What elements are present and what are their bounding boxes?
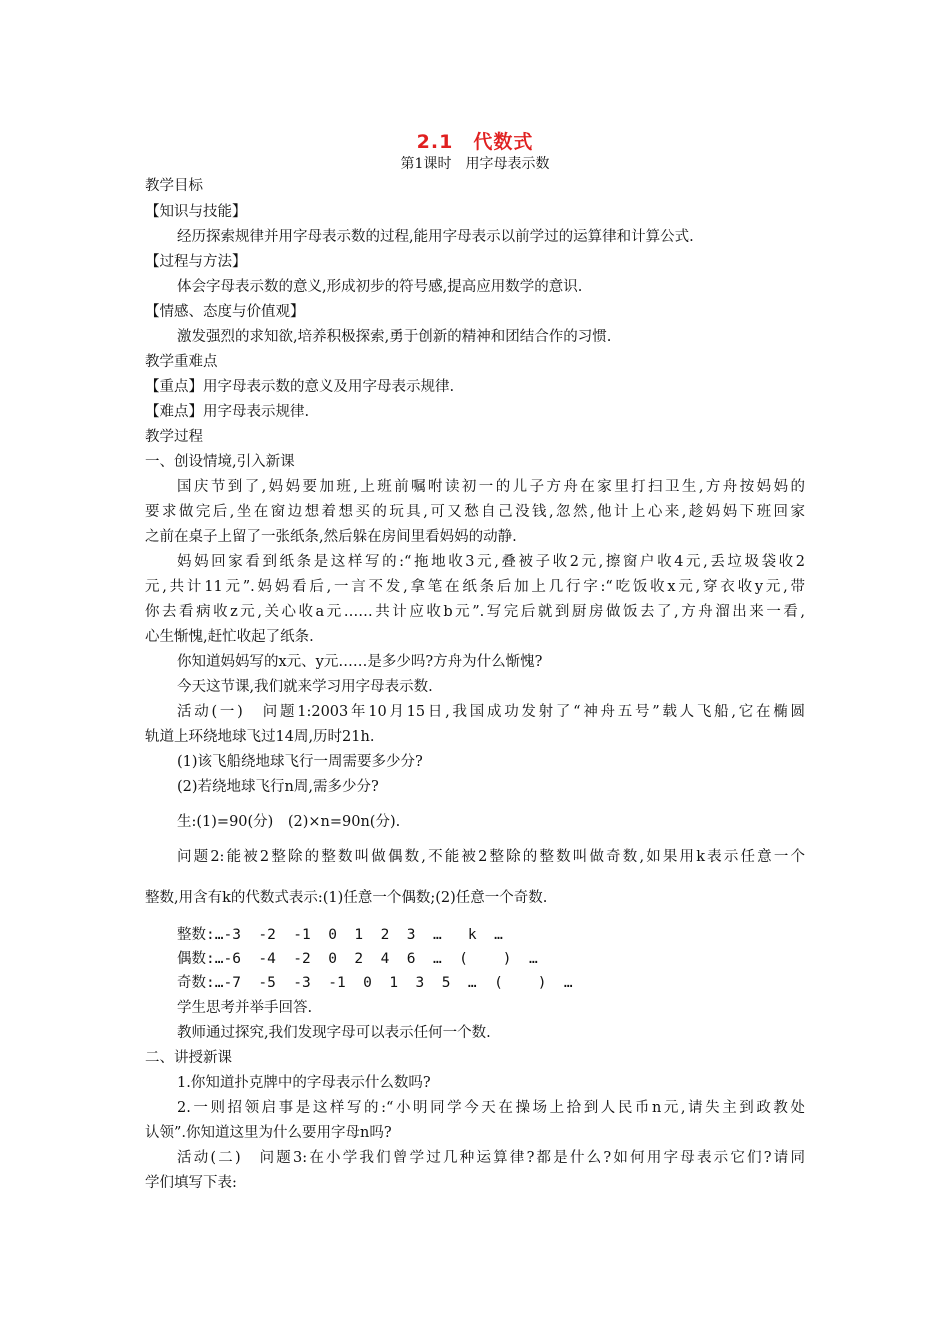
paragraph-line: 2.一则招领启事是这样写的:“小明同学今天在操场上拾到人民币n元,请失主到政教处 xyxy=(177,1100,805,1116)
paragraph-line: 之前在桌子上留了一张纸条,然后躲在房间里看妈妈的动静. xyxy=(145,529,517,545)
paragraph-line: 问题2:能被2整除的整数叫做偶数,不能被2整除的整数叫做奇数,如果用k表示任意一个 xyxy=(177,849,805,865)
page-title: 2.1 代数式 xyxy=(416,131,534,153)
paragraph-line: 经历探索规律并用字母表示数的过程,能用字母表示以前学过的运算律和计算公式. xyxy=(177,229,694,245)
paragraph-line: 学生思考并举手回答. xyxy=(177,1000,313,1016)
paragraph-line: 国庆节到了,妈妈要加班,上班前嘱咐读初一的儿子方舟在家里打扫卫生,方舟按妈妈的 xyxy=(177,479,805,495)
paragraph-line: 1.你知道扑克牌中的字母表示什么数吗? xyxy=(177,1075,431,1091)
odd-row: 奇数:…-7 -5 -3 -1 0 1 3 5 … ( ) … xyxy=(177,975,573,991)
paragraph-line: 活动(二) 问题3:在小学我们曾学过几种运算律?都是什么?如何用字母表示它们?请同 xyxy=(177,1150,805,1166)
paragraph-line: 要求做完后,坐在窗边想着想买的玩具,可又愁自己没钱,忽然,他计上心来,趁妈妈下班回家 xyxy=(145,504,805,520)
section-heading-process: 教学过程 xyxy=(145,429,203,445)
paragraph-line: 学们填写下表: xyxy=(145,1175,237,1191)
subheading-knowledge-skills: 【知识与技能】 xyxy=(145,204,247,220)
page-subtitle: 第1课时 用字母表示数 xyxy=(400,156,550,172)
integer-row: 整数:…-3 -2 -1 0 1 2 3 … k … xyxy=(177,927,503,943)
paragraph-line: 教师通过探究,我们发现字母可以表示任何一个数. xyxy=(177,1025,491,1041)
key-point-line: 【重点】用字母表示数的意义及用字母表示规律. xyxy=(145,379,455,395)
even-row: 偶数:…-6 -4 -2 0 2 4 6 … ( ) … xyxy=(177,951,538,967)
question-item: (1)该飞船绕地球飞行一周需要多少分? xyxy=(177,754,423,770)
section-heading-key-points: 教学重难点 xyxy=(145,354,218,370)
paragraph-line: 元,共计11元”.妈妈看后,一言不发,拿笔在纸条后加上几行字:“吃饭收x元,穿衣收y元,带 xyxy=(145,579,805,595)
answer-line: 生:(1)=90(分) (2)×n=90n(分). xyxy=(177,814,401,830)
question-item: (2)若绕地球飞行n周,需多少分? xyxy=(177,779,379,795)
paragraph-line: 体会字母表示数的意义,形成初步的符号感,提高应用数学的意识. xyxy=(177,279,583,295)
paragraph-line: 整数,用含有k的代数式表示:(1)任意一个偶数;(2)任意一个奇数. xyxy=(145,890,548,906)
subheading-process-method: 【过程与方法】 xyxy=(145,254,247,270)
difficulty-line: 【难点】用字母表示规律. xyxy=(145,404,310,420)
section-heading-objectives: 教学目标 xyxy=(145,178,203,194)
subheading-emotion-values: 【情感、态度与价值观】 xyxy=(145,304,305,320)
paragraph-line: 心生惭愧,赶忙收起了纸条. xyxy=(145,629,314,645)
paragraph-line: 你知道妈妈写的x元、y元……是多少吗?方舟为什么惭愧? xyxy=(177,654,543,670)
paragraph-line: 妈妈回家看到纸条是这样写的:“拖地收3元,叠被子收2元,擦窗户收4元,丢垃圾袋收2 xyxy=(177,554,805,570)
paragraph-line: 你去看病收z元,关心收a元……共计应收b元”.写完后就到厨房做饭去了,方舟溜出来一看, xyxy=(145,604,805,620)
paragraph-line: 轨道上环绕地球飞过14周,历时21h. xyxy=(145,729,375,745)
section-heading-new-lesson: 二、讲授新课 xyxy=(145,1050,232,1066)
paragraph-line: 今天这节课,我们就来学习用字母表示数. xyxy=(177,679,433,695)
paragraph-line: 活动(一) 问题1:2003年10月15日,我国成功发射了“神舟五号”载人飞船,它在椭圆 xyxy=(177,704,805,720)
paragraph-line: 激发强烈的求知欲,培养积极探索,勇于创新的精神和团结合作的习惯. xyxy=(177,329,612,345)
paragraph-line: 认领”.你知道这里为什么要用字母n吗? xyxy=(145,1125,392,1141)
section-heading-intro: 一、创设情境,引入新课 xyxy=(145,454,295,470)
